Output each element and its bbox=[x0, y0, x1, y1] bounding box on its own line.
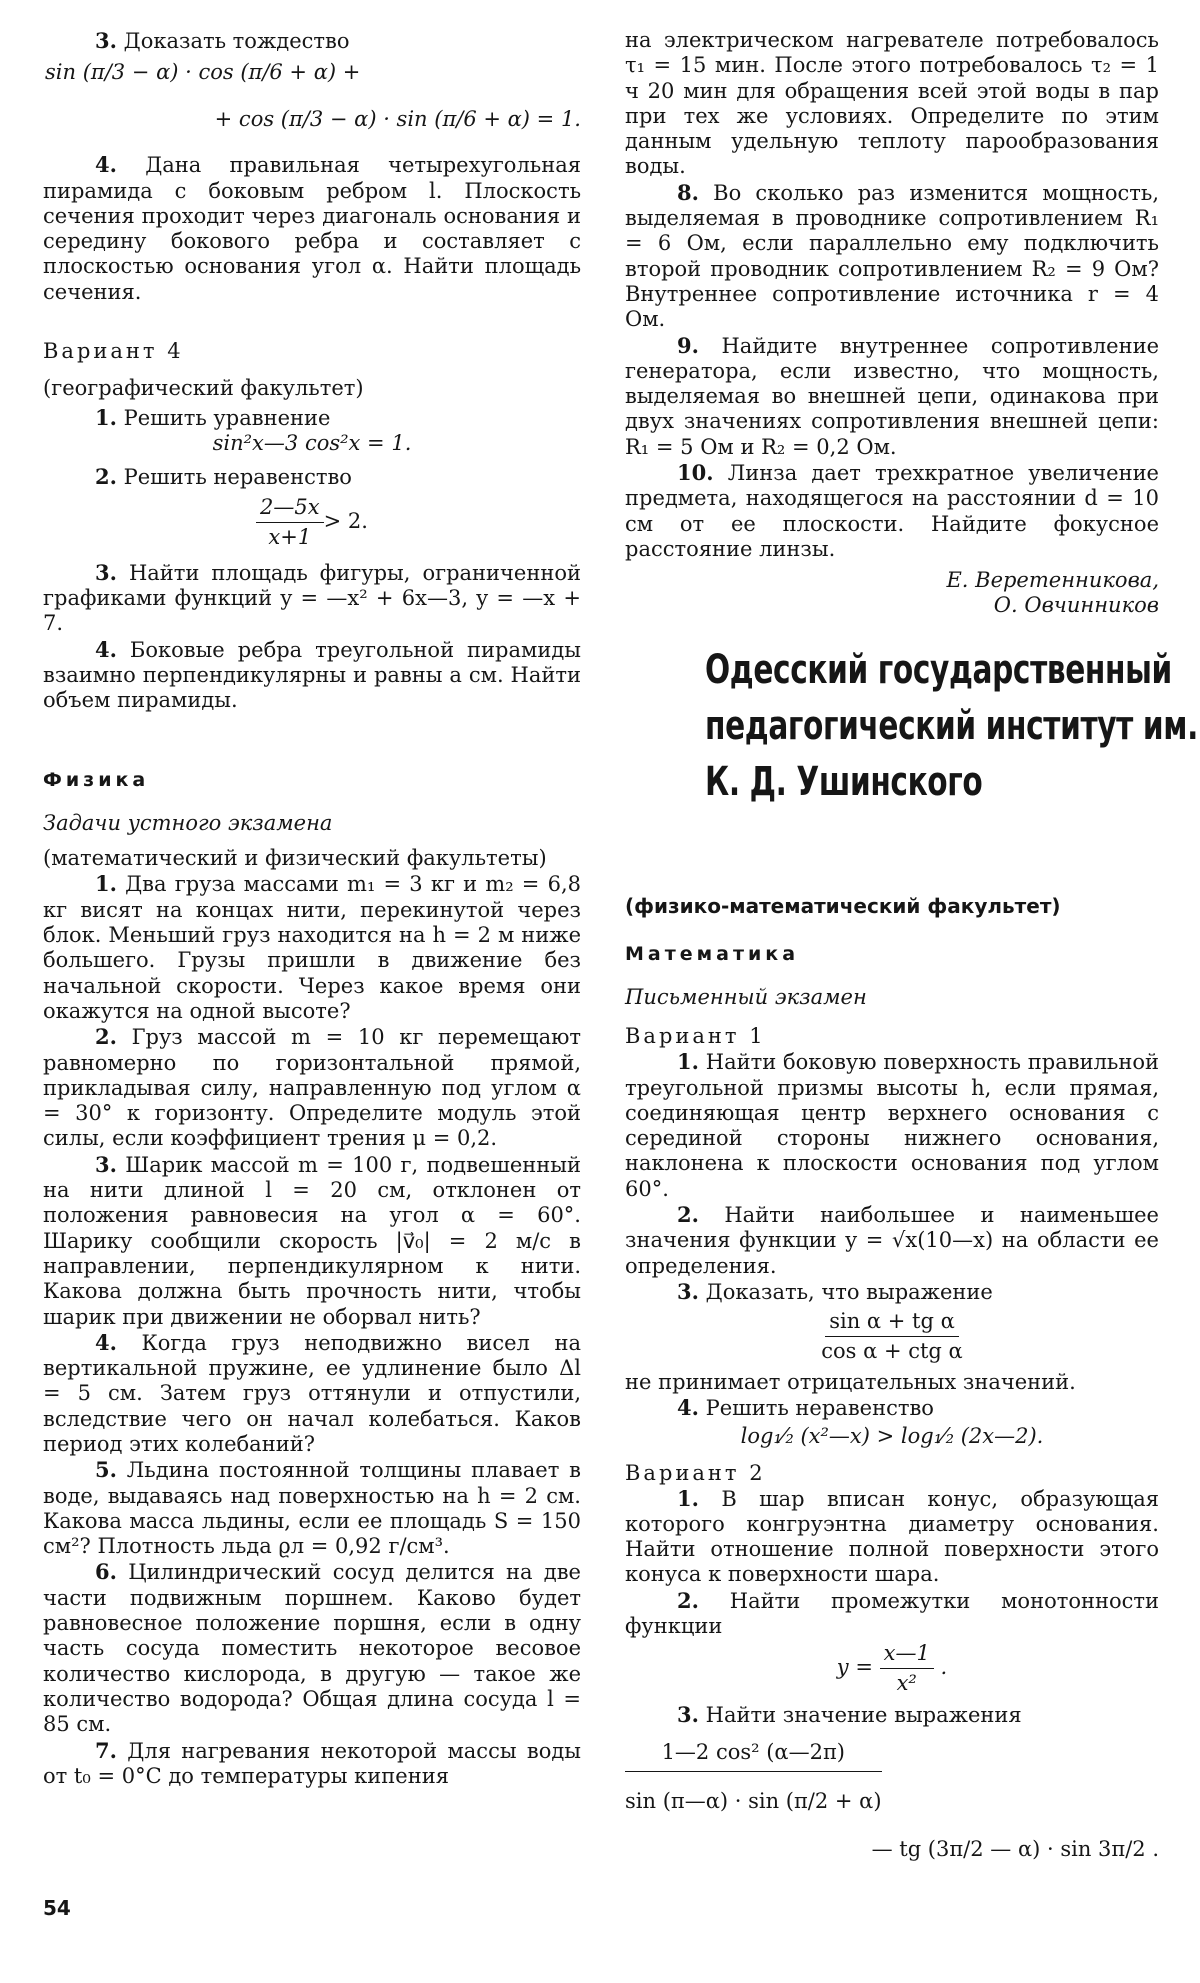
written-exam-heading: Письменный экзамен bbox=[625, 985, 867, 1010]
v2-problem-3 bbox=[625, 1702, 1159, 1728]
problem-number: 3. bbox=[95, 28, 117, 53]
physics-problem-7 bbox=[43, 1738, 581, 1790]
physics-problem-1 bbox=[43, 871, 581, 1024]
problem-text: Найти наибольшее и наименьшее значения функции y = √x(10—x) на области ее определения. bbox=[625, 1203, 1159, 1278]
v2-problem-1 bbox=[625, 1486, 1159, 1588]
author-1: Е. Веретенникова, bbox=[946, 568, 1159, 593]
problem-text: Доказать, что выражение bbox=[705, 1279, 993, 1304]
problem-number: 2. bbox=[95, 464, 117, 490]
denominator: x+1 bbox=[268, 524, 312, 549]
fraction bbox=[817, 1309, 966, 1364]
numerator: 2—5x bbox=[256, 495, 324, 523]
v4-formula-2 bbox=[43, 495, 581, 550]
institute-title: Одесский государственный педагогический институт им. К. Д. Ушинского bbox=[705, 647, 1198, 806]
physics-problem-10 bbox=[625, 460, 1159, 562]
problem-text: Линза дает трехкратное увеличение предмета, находящегося на расстоянии d = 10 см от ее плоскости. Найдите фокусное расстояние линзы. bbox=[625, 461, 1159, 561]
problem-text: Найти площадь фигуры, ограниченной графиками функций y = —x² + 6x—3, y = —x + 7. bbox=[43, 560, 581, 636]
v1-formula-3 bbox=[625, 1309, 1159, 1364]
problem-3 bbox=[43, 28, 581, 54]
expression-fraction bbox=[625, 1737, 1159, 1816]
problem-number: 6. bbox=[95, 1559, 117, 1585]
problem-number: 8. bbox=[677, 179, 699, 205]
v1-problem-1 bbox=[625, 1049, 1159, 1202]
problem-text: Шарик массой m = 100 г, подвешенный на нити длиной l = 20 см, отклонен от положения равновесия на угол α = 60°. Шарику сообщили скорость |v⃗₀| = 2 м/с в направлении, перпендикулярном к нити. Какова должна быть прочность нити, чтобы шарик при движении не оборвал нить? bbox=[43, 1152, 581, 1329]
problem-number: 3. bbox=[677, 1702, 699, 1728]
physics-problem-5 bbox=[43, 1457, 581, 1559]
problem-number: 3. bbox=[95, 1151, 117, 1177]
denominator: sin (π—α) · sin (π/2 + α) bbox=[625, 1788, 882, 1813]
problem-text: В шар вписан конус, образующая которого конгруэнтна диаметру основания. Найти отношение полной поверхности этого конуса к поверхности шара. bbox=[625, 1486, 1159, 1587]
v2-formula-3 bbox=[625, 1737, 1159, 1864]
denominator: cos α + ctg α bbox=[821, 1339, 963, 1364]
math-heading: Математика bbox=[625, 943, 800, 966]
oral-exam-heading: Задачи устного экзамена bbox=[43, 811, 333, 836]
identity-line-2: + cos (π/3 − α) · sin (π/6 + α) = 1. bbox=[214, 107, 581, 132]
right-column bbox=[625, 28, 1198, 1864]
physics-problem-6 bbox=[43, 1559, 581, 1737]
numerator: sin α + tg α bbox=[825, 1309, 959, 1337]
fraction bbox=[625, 1737, 882, 1816]
problem-4 bbox=[43, 152, 581, 305]
v4-problem-1 bbox=[43, 405, 581, 431]
problem-text: Найти промежутки монотонности функции bbox=[625, 1588, 1159, 1638]
variant-2-heading: Вариант 2 bbox=[625, 1460, 766, 1485]
problem-number: 1. bbox=[95, 871, 117, 897]
faculty-heading: (физико-математический факультет) bbox=[625, 894, 1061, 919]
numerator: x—1 bbox=[880, 1641, 934, 1669]
problem-number: 1. bbox=[677, 1049, 699, 1075]
problem-number: 2. bbox=[677, 1202, 699, 1228]
physics-heading: Физика bbox=[43, 769, 150, 792]
problem-number: 3. bbox=[677, 1278, 699, 1304]
v4-problem-4 bbox=[43, 637, 581, 714]
problem-text: Дана правильная четырехугольная пирамида с боковым ребром l. Плоскость сечения проходит через диагональ основания и середину бокового ребра и составляет с плоскостью основания угол α. Найти площадь сечения. bbox=[43, 153, 581, 304]
identity-line-1: sin (π/3 − α) · cos (π/6 + α) + bbox=[45, 60, 361, 85]
fraction bbox=[880, 1641, 934, 1696]
left-column bbox=[43, 28, 581, 1789]
v4-problem-3 bbox=[43, 560, 581, 637]
physics-problem-4 bbox=[43, 1330, 581, 1457]
math-phys-faculty: (математический и физический факультеты) bbox=[43, 846, 547, 871]
physics-problem-7-continued: на электрическом нагревателе потребовалось τ₁ = 15 мин. После этого потребовалось τ₂ = 1 ч 20 мин для обращения всей этой воды в пар при тех же условиях. Определите по этим данным удельную теплоту парообразования воды. bbox=[625, 28, 1159, 179]
problem-text: Доказать тождество bbox=[123, 29, 350, 53]
problem-text: Найти значение выражения bbox=[705, 1703, 1022, 1728]
problem-number: 4. bbox=[95, 152, 117, 178]
v1-problem-4 bbox=[625, 1395, 1159, 1421]
author-2: О. Овчинников bbox=[993, 593, 1159, 618]
problem-number: 10. bbox=[677, 460, 714, 486]
denominator: x² bbox=[896, 1671, 917, 1696]
institute-title-block bbox=[705, 642, 1198, 874]
problem-number: 4. bbox=[677, 1395, 699, 1421]
problem-number: 1. bbox=[677, 1485, 699, 1511]
physics-problem-3 bbox=[43, 1152, 581, 1330]
problem-text: Льдина постоянной толщины плавает в воде, выдаваясь над поверхностью на h = 2 см. Какова масса льдины, если ее площадь S = 150 см²? Плотность льда ϱл = 0,92 г/см³. bbox=[43, 1458, 581, 1559]
problem-number: 4. bbox=[95, 636, 117, 662]
problem-text: Для нагревания некоторой массы воды от t₀ = 0°С до температуры кипения bbox=[43, 1738, 581, 1788]
physics-problem-9 bbox=[625, 333, 1159, 460]
fraction bbox=[256, 495, 324, 550]
v4-problem-2 bbox=[43, 464, 581, 490]
v1-problem-2 bbox=[625, 1202, 1159, 1279]
problem-text: Во сколько раз изменится мощность, выделяемая в проводнике сопротивлением R₁ = 6 Ом, если параллельно ему подключить второй проводник сопротивлением R₂ = 9 Ом? Внутреннее сопротивление источника r = 4 Ом. bbox=[625, 180, 1159, 332]
geo-faculty: (географический факультет) bbox=[43, 376, 364, 401]
problem-text: Решить неравенство bbox=[705, 1396, 934, 1421]
problem-number: 5. bbox=[95, 1457, 117, 1483]
problem-text: Груз массой m = 10 кг перемещают равномерно по горизонтальной прямой, прикладывая силу, направленную под углом α = 30° к горизонту. Определите модуль этой силы, если коэффициент трения μ = 0,2. bbox=[43, 1025, 581, 1151]
v1-problem-3-after: не принимает отрицательных значений. bbox=[625, 1370, 1076, 1395]
v4-formula-1: sin²x—3 cos²x = 1. bbox=[212, 431, 412, 456]
numerator: 1—2 cos² (α—2π) bbox=[625, 1737, 882, 1772]
v1-formula-4: log₁⁄₂ (x²—x) > log₁⁄₂ (2x—2). bbox=[740, 1423, 1044, 1448]
physics-problem-8 bbox=[625, 180, 1159, 333]
problem-text: Решить уравнение bbox=[123, 406, 331, 431]
problem-number: 3. bbox=[95, 559, 117, 585]
problem-number: 1. bbox=[95, 405, 117, 431]
problem-number: 9. bbox=[677, 332, 699, 358]
problem-number: 7. bbox=[95, 1737, 117, 1763]
problem-text: Боковые ребра треугольной пирамиды взаимно перпендикулярны и равны a см. Найти объем пирамиды. bbox=[43, 637, 581, 713]
problem-number: 4. bbox=[95, 1329, 117, 1355]
function-lhs: y = bbox=[836, 1655, 873, 1680]
problem-text: Решить неравенство bbox=[123, 465, 352, 490]
problem-text: Два груза массами m₁ = 3 кг и m₂ = 6,8 кг висят на концах нити, перекинутой через блок. Меньший груз находится на h = 2 м ниже большего. Грузы пришли в движение без начальной скорости. Через какое время они окажутся на одной высоте? bbox=[43, 872, 581, 1023]
problem-text: Найдите внутреннее сопротивление генератора, если известно, что мощность, выделяемая во внешней цепи, одинакова при двух значениях сопротивления внешней цепи: R₁ = 5 Ом и R₂ = 0,2 Ом. bbox=[625, 333, 1159, 459]
problem-number: 2. bbox=[95, 1024, 117, 1050]
expression-tail: — tg (3π/2 — α) · sin 3π/2 . bbox=[871, 1836, 1159, 1861]
inequality-rhs: > 2. bbox=[323, 508, 368, 533]
variant-1-heading: Вариант 1 bbox=[625, 1024, 766, 1049]
problem-text: Найти боковую поверхность правильной треугольной призмы высоты h, если прямая, соединяющая центр верхнего основания с серединой стороны нижнего основания, наклонена к плоскости основания под углом 60°. bbox=[625, 1050, 1159, 1201]
variant-4-heading: Вариант 4 bbox=[43, 339, 184, 364]
problem-text: Когда груз неподвижно висел на вертикальной пружине, ее удлинение было Δl = 5 см. Затем груз оттянули и отпустили, вследствие чего он начал колебаться. Каков период этих колебаний? bbox=[43, 1330, 581, 1456]
page-number: 54 bbox=[43, 1896, 71, 1920]
v2-formula-2: y = $\frac{x—1}{\text{x²}}$ . bbox=[836, 1641, 948, 1696]
physics-problem-2 bbox=[43, 1024, 581, 1151]
problem-text: Цилиндрический сосуд делится на две части подвижным поршнем. Каково будет равновесное положение поршня, если в одну часть сосуда поместить некоторое весовое количество кислорода, в другую — такое же количество водорода? Общая длина сосуда l = 85 см. bbox=[43, 1560, 581, 1737]
v1-problem-3 bbox=[625, 1279, 1159, 1305]
v2-problem-2 bbox=[625, 1588, 1159, 1640]
problem-number: 2. bbox=[677, 1587, 699, 1613]
